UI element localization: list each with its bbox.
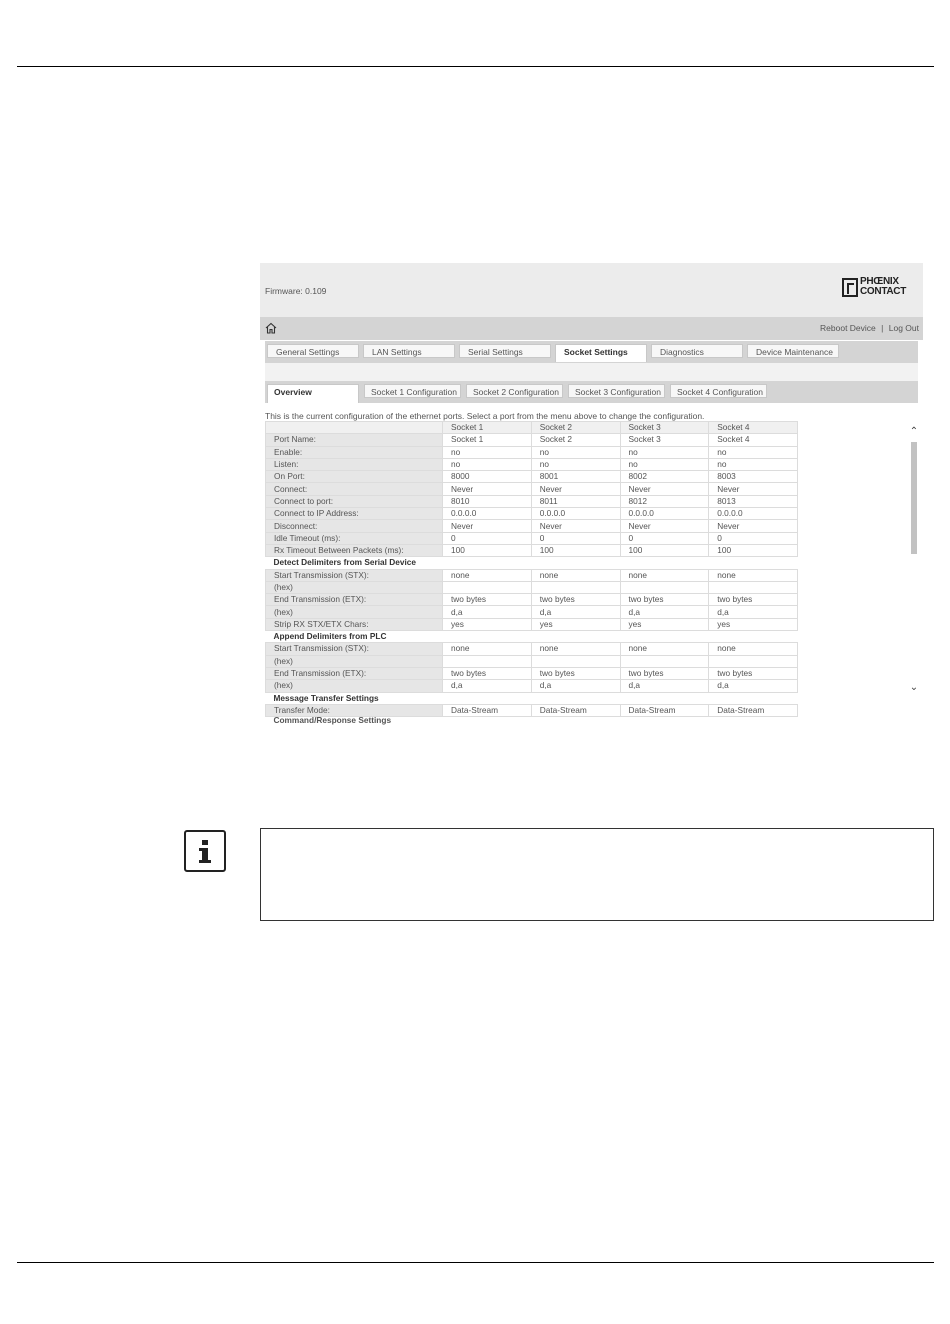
table-cell: two bytes <box>531 667 620 679</box>
table-cell: Data-Stream <box>620 704 709 716</box>
table-row-label: Connect to IP Address: <box>266 508 443 520</box>
phoenix-contact-logo <box>842 278 920 297</box>
table-cell: d,a <box>709 680 798 692</box>
header-bar <box>260 263 923 317</box>
tab-general-settings[interactable]: General Settings <box>267 344 359 358</box>
table-row <box>266 446 798 458</box>
footer-rule <box>17 1262 934 1263</box>
table-cell: 8010 <box>443 495 532 507</box>
table-row <box>266 667 798 679</box>
socket-config-table <box>265 421 798 726</box>
table-row-label: (hex) <box>266 581 443 593</box>
table-section-heading-row <box>266 692 798 704</box>
log-out-link[interactable]: Log Out <box>888 323 919 333</box>
subtab-socket-1-configuration[interactable]: Socket 1 Configuration <box>364 384 461 398</box>
main-tab-bar <box>265 341 918 363</box>
table-section-heading: Message Transfer Settings <box>266 692 798 704</box>
table-cell: Socket 2 <box>531 434 620 446</box>
table-row-label: End Transmission (ETX): <box>266 594 443 606</box>
table-row-label: Transfer Mode: <box>266 704 443 716</box>
scrollbar-thumb[interactable] <box>911 442 917 554</box>
table-row <box>266 655 798 667</box>
table-cell: 100 <box>443 544 532 556</box>
table-cell: 0.0.0.0 <box>620 508 709 520</box>
table-cell: yes <box>443 618 532 630</box>
table-cell: 0.0.0.0 <box>709 508 798 520</box>
table-cell: none <box>443 643 532 655</box>
table-cell: Socket 4 <box>709 434 798 446</box>
home-icon[interactable] <box>265 322 277 334</box>
table-cell: Socket 1 <box>443 434 532 446</box>
table-row-label: Port Name: <box>266 434 443 446</box>
table-cell: Data-Stream <box>531 704 620 716</box>
table-cell: d,a <box>620 606 709 618</box>
table-row <box>266 483 798 495</box>
table-cell: 100 <box>531 544 620 556</box>
table-cell: 8000 <box>443 471 532 483</box>
table-cell: d,a <box>443 680 532 692</box>
table-cell: 100 <box>709 544 798 556</box>
table-cell: d,a <box>620 680 709 692</box>
table-cell: 8002 <box>620 471 709 483</box>
table-cell <box>709 581 798 593</box>
table-cell: no <box>443 446 532 458</box>
logo-mark-icon <box>842 278 858 297</box>
table-section-heading-row <box>266 717 798 724</box>
table-cell: two bytes <box>620 594 709 606</box>
table-cell: 8011 <box>531 495 620 507</box>
table-cell <box>531 655 620 667</box>
table-row <box>266 618 798 630</box>
table-cell: Never <box>709 483 798 495</box>
table-cell: 0.0.0.0 <box>531 508 620 520</box>
table-row <box>266 508 798 520</box>
table-cell: none <box>620 643 709 655</box>
table-cell: 0 <box>531 532 620 544</box>
table-cell: 0 <box>620 532 709 544</box>
table-cell: two bytes <box>443 594 532 606</box>
vertical-scrollbar[interactable] <box>908 426 920 698</box>
table-column-header: Socket 2 <box>531 422 620 434</box>
info-glyph-icon <box>186 832 224 870</box>
table-cell: 8003 <box>709 471 798 483</box>
tab-lan-settings[interactable]: LAN Settings <box>363 344 455 358</box>
table-row-label: Listen: <box>266 458 443 470</box>
table-cell: Never <box>443 483 532 495</box>
table-cell: d,a <box>709 606 798 618</box>
subtab-socket-4-configuration[interactable]: Socket 4 Configuration <box>670 384 767 398</box>
table-cell: yes <box>709 618 798 630</box>
table-row <box>266 471 798 483</box>
table-cell: 8013 <box>709 495 798 507</box>
table-row-label: Idle Timeout (ms): <box>266 532 443 544</box>
table-cell: yes <box>531 618 620 630</box>
table-cell <box>620 581 709 593</box>
table-cell: none <box>709 643 798 655</box>
firmware-version: Firmware: 0.109 <box>265 286 327 296</box>
table-cell: Data-Stream <box>709 704 798 716</box>
table-cell: no <box>443 458 532 470</box>
table-row-label: Connect to port: <box>266 495 443 507</box>
header-rule <box>17 66 934 67</box>
table-cell <box>620 655 709 667</box>
table-cell: no <box>620 458 709 470</box>
table-column-header: Socket 3 <box>620 422 709 434</box>
table-cell: Socket 3 <box>620 434 709 446</box>
table-cell: no <box>531 458 620 470</box>
note-box <box>260 828 934 921</box>
table-section-heading-row <box>266 631 798 643</box>
table-cell: no <box>709 446 798 458</box>
table-column-header: Socket 1 <box>443 422 532 434</box>
reboot-device-link[interactable]: Reboot Device <box>820 323 876 333</box>
table-cell: none <box>531 569 620 581</box>
table-cell: none <box>443 569 532 581</box>
table-row-label: (hex) <box>266 655 443 667</box>
web-ui-screenshot <box>260 263 923 726</box>
table-cell: two bytes <box>709 667 798 679</box>
sub-menu-strip <box>265 363 918 382</box>
table-cell: yes <box>620 618 709 630</box>
tab-socket-settings[interactable]: Socket Settings <box>555 344 647 362</box>
logo-line-1: PHŒNIX <box>860 276 899 287</box>
table-cell: 0.0.0.0 <box>443 508 532 520</box>
tab-device-maintenance[interactable]: Device Maintenance <box>747 344 839 358</box>
table-cell: no <box>709 458 798 470</box>
table-section-heading-partial: Command/Response Settings <box>273 715 392 726</box>
table-cell: no <box>620 446 709 458</box>
table-row <box>266 643 798 655</box>
table-row-label: End Transmission (ETX): <box>266 667 443 679</box>
scroll-up-icon[interactable]: ⌃ <box>909 426 919 437</box>
table-row-label: Connect: <box>266 483 443 495</box>
table-cell: 8001 <box>531 471 620 483</box>
table-row-label: Disconnect: <box>266 520 443 532</box>
table-cell: Never <box>443 520 532 532</box>
table-header-corner <box>266 422 443 434</box>
table-row <box>266 434 798 446</box>
table-cell: Never <box>620 520 709 532</box>
scroll-down-icon[interactable]: ⌄ <box>909 682 919 693</box>
table-cell: 0 <box>443 532 532 544</box>
table-row <box>266 594 798 606</box>
table-row <box>266 458 798 470</box>
table-row <box>266 544 798 556</box>
table-row <box>266 569 798 581</box>
tab-diagnostics[interactable]: Diagnostics <box>651 344 743 358</box>
table-cell: 0 <box>709 532 798 544</box>
logo-line-2: CONTACT <box>860 286 907 297</box>
table-row <box>266 581 798 593</box>
top-nav-bar <box>260 317 923 340</box>
table-cell <box>443 581 532 593</box>
tab-serial-settings[interactable]: Serial Settings <box>459 344 551 358</box>
table-cell: two bytes <box>531 594 620 606</box>
table-cell: Never <box>709 520 798 532</box>
table-cell: 100 <box>620 544 709 556</box>
table-row-label: Rx Timeout Between Packets (ms): <box>266 544 443 556</box>
table-cell <box>531 581 620 593</box>
table-row <box>266 532 798 544</box>
table-cell: Data-Stream <box>443 704 532 716</box>
table-section-heading-row <box>266 557 798 569</box>
table-row-label: Start Transmission (STX): <box>266 569 443 581</box>
table-section-heading: Append Delimiters from PLC <box>266 631 798 643</box>
table-row <box>266 606 798 618</box>
table-cell: 8012 <box>620 495 709 507</box>
table-cell: none <box>620 569 709 581</box>
table-header-row <box>266 422 798 434</box>
table-row-label: Start Transmission (STX): <box>266 643 443 655</box>
link-separator: | <box>881 323 884 333</box>
table-cell: d,a <box>531 680 620 692</box>
subtab-socket-3-configuration[interactable]: Socket 3 Configuration <box>568 384 665 398</box>
table-cell <box>443 655 532 667</box>
table-row-label: Strip RX STX/ETX Chars: <box>266 618 443 630</box>
info-icon <box>184 830 226 872</box>
table-cell: two bytes <box>709 594 798 606</box>
table-cell: Never <box>620 483 709 495</box>
table-cell: d,a <box>531 606 620 618</box>
table-section-heading: Detect Delimiters from Serial Device <box>266 557 798 569</box>
table-cell: d,a <box>443 606 532 618</box>
subtab-overview[interactable]: Overview <box>267 384 359 403</box>
table-row <box>266 495 798 507</box>
table-cell: two bytes <box>620 667 709 679</box>
table-column-header: Socket 4 <box>709 422 798 434</box>
table-cell: no <box>531 446 620 458</box>
table-row-label: (hex) <box>266 606 443 618</box>
table-row-label: (hex) <box>266 680 443 692</box>
table-cell: two bytes <box>443 667 532 679</box>
table-row-label: On Port: <box>266 471 443 483</box>
overview-intro-text: This is the current configuration of the ethernet ports. Select a port from the menu above to change the configuration. <box>265 411 705 421</box>
table-row <box>266 680 798 692</box>
top-links <box>820 323 919 333</box>
table-row-label: Enable: <box>266 446 443 458</box>
table-cell: none <box>531 643 620 655</box>
subtab-socket-2-configuration[interactable]: Socket 2 Configuration <box>466 384 563 398</box>
table-cell: none <box>709 569 798 581</box>
table-cell: Never <box>531 483 620 495</box>
socket-sub-tab-bar <box>265 381 918 403</box>
table-row <box>266 520 798 532</box>
table-cell: Never <box>531 520 620 532</box>
table-cell <box>709 655 798 667</box>
